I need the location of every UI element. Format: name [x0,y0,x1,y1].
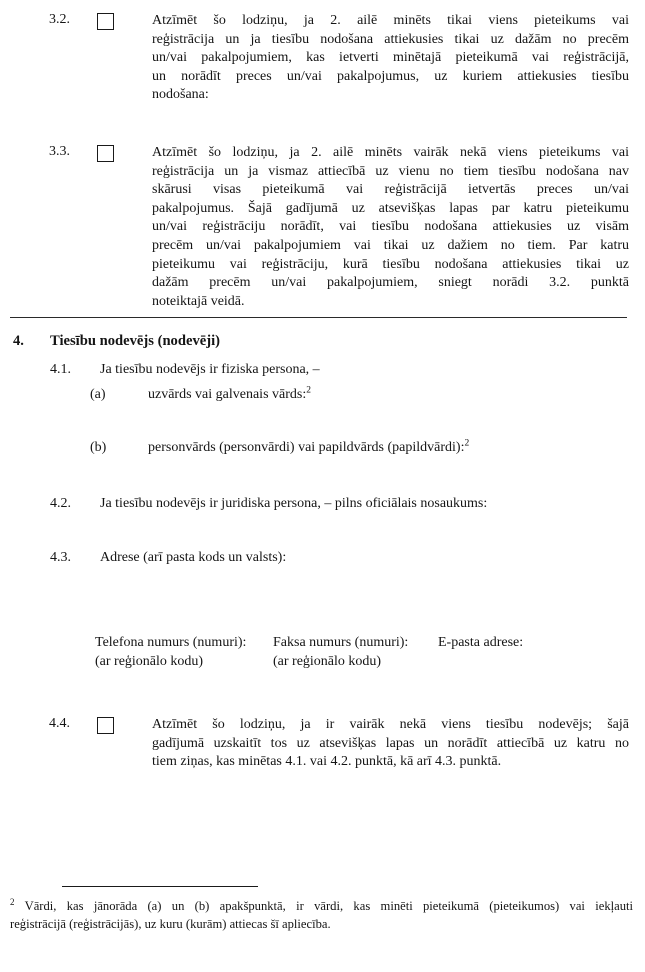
para-line: un norādīt preces un/vai pakalpojumus, uz kuriem attiekusies tiesību [152,68,629,84]
item-3-3-text [152,144,629,311]
item-number: 4.1. [50,362,71,377]
para-line: noteiktajā veidā. [152,293,245,309]
item-letter: (a) [90,387,106,402]
para-line: nodošana: [152,87,209,103]
footnote-marker: 2 [10,896,15,907]
fax-label: Faksa numurs (numuri): [273,635,409,650]
section-divider [10,317,627,318]
para-line: dažām precēm un/vai pakalpojumiem, sniegt norādi 3.2. punktā [152,275,629,291]
para-line: gadījumā uzskaitīt tos uz atsevišķas lapas un norādīt attiecībā uz katru no [152,735,629,751]
para-line: un/vai pakalpojumiem, kas ietverti minētajā pieteikumā vai reģistrācijā, [152,50,629,66]
para-line: pieteikumu vai reģistrāciju, kurā tiesību nodošana attiekusies tikai uz [152,256,629,272]
para-line: tiem ziņas, kas minētas 4.1. vai 4.2. punktā, kā arī 4.3. punktā. [152,754,502,770]
checkbox-3-2[interactable] [97,13,114,30]
para-line: un/vai reģistrāciju norādīt, vai tiesību nodošana attiekusies uz visām [152,219,629,235]
item-number: 3.2. [49,12,70,27]
para-line: Atzīmēt šo lodziņu, ja ir vairāk nekā viens tiesību nodevējs; šajā [152,717,629,732]
footnote-line: $^2$ Vārdi, kas jānorāda (a) un (b) apakšpunktā, ir vārdi, kas minēti pieteikumā (pieteikumos) vai iekļauti [10,896,634,913]
fax-column [273,634,408,671]
footnote-ref: 2 [464,438,470,449]
item-4-3-text: Adrese (arī pasta kods un valsts): [100,550,287,565]
item-letter: (b) [90,440,107,455]
item-number: 3.3. [49,144,70,159]
footnote-separator [62,886,258,887]
section-title: Tiesību nodevējs (nodevēji) [50,333,221,349]
phone-note: (ar reģionālo kodu) [95,653,204,669]
section-number: 4. [13,333,24,349]
item-number: 4.3. [50,550,71,565]
para-line: reģistrācija un ja vismaz attiecībā uz vienu no tiem tiesību nodošana nav [152,163,629,179]
checkbox-4-4[interactable] [97,717,114,734]
para-line: Atzīmēt šo lodziņu, ja 2. ailē minēts tikai viens pieteikums vai [152,13,629,28]
phone-label: Telefona numurs (numuri): [95,635,247,650]
checkbox-3-3[interactable] [97,145,114,162]
item-4-1-b-text: personvārds (personvārdi) vai papildvārds (papildvārdi):$^2$ [148,438,470,455]
phone-column [95,634,246,671]
fax-note: (ar reģionālo kodu) [273,653,382,669]
item-4-4-text [152,716,629,772]
email-label: E-pasta adrese: [438,635,524,650]
email-column [438,634,523,653]
item-number: 4.2. [50,496,71,511]
para-line: reģistrācija un ja tiesību nodošana attiekusies tikai uz dažām no precēm [152,31,629,47]
footnote-line: reģistrācijā (reģistrācijās), uz kuru (kurām) attiecas šī apliecība. [10,917,331,932]
item-3-2-text [152,12,629,105]
item-4-1-a-text: uzvārds vai galvenais vārds:$^2$ [148,385,311,402]
item-4-1-text: Ja tiesību nodevējs ir fiziska persona, – [100,362,320,377]
item-number: 4.4. [49,716,70,731]
para-line: skārusi visas pieteikumā vai reģistrācijā ietvertās preces un/vai [152,182,629,198]
para-line: pakalpojumus. Šajā gadījumā uz atsevišķas lapas par katru pieteikumu [152,200,629,216]
footnote-2 [10,897,633,934]
para-line: precēm un/vai pakalpojumiem vai tikai uz dažiem no tiem. Par katru [152,237,629,253]
footnote-ref: 2 [306,385,311,396]
item-4-2-text: Ja tiesību nodevējs ir juridiska persona, – pilns oficiālais nosaukums: [100,496,488,511]
para-line: Atzīmēt šo lodziņu, ja 2. ailē minēts vairāk nekā viens pieteikums vai [152,145,629,160]
